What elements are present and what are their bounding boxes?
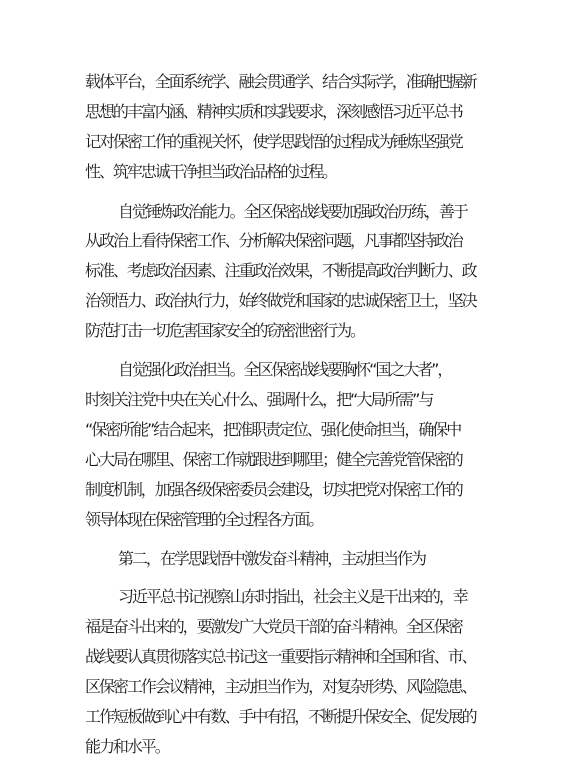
paragraph-first-line: 自觉强化政治担当。全区保密战线要胸怀“国之大者”，	[118, 360, 452, 380]
body-text-line: 防范打击一切危害国家安全的窃密泄密行为。	[85, 321, 365, 341]
body-text-line: 区保密工作会议精神，主动担当作为，对复杂形势、风险隐患、	[85, 677, 476, 697]
body-text-line: 工作短板做到心中有数、手中有招，不断提升保安全、促发展的	[85, 707, 476, 727]
body-text-line: 记对保密工作的重视关怀，使学思践悟的过程成为锤炼坚强党	[85, 131, 462, 151]
body-text-line: 制度机制，加强各级保密委员会建设，切实把党对保密工作的	[85, 479, 462, 499]
body-text-line: 思想的丰富内涵、精神实质和实践要求，深刻感悟习近平总书	[85, 101, 462, 121]
body-text-line: 战线要认真贯彻落实总书记这一重要指示精神和全国和省、市、	[85, 647, 476, 667]
body-text-line: 标准、考虑政治因素、注重政治效果，不断提高政治判断力、政	[85, 261, 476, 281]
body-text-line: “保密所能”结合起来，把准职责定位、强化使命担当，确保中	[85, 419, 461, 439]
body-text-line: 时刻关注党中央在关心什么、强调什么，把“大局所需”与	[85, 390, 433, 409]
paragraph-first-line: 自觉锤炼政治能力。全区保密战线要加强政治历练，善于	[118, 201, 467, 221]
body-text-line: 心大局在哪里、保密工作就跟进到哪里；健全完善党管保密的	[85, 449, 462, 469]
body-text-line: 能力和水平。	[85, 737, 169, 756]
body-text-line: 性、筑牢忠诚干净担当政治品格的过程。	[85, 161, 337, 181]
body-text-line: 载体平台，全面系统学、融会贯通学、结合实际学，准确把握新	[85, 72, 476, 91]
body-text-line: 领导体现在保密管理的全过程各方面。	[85, 509, 323, 529]
section-heading: 第二，在学思践悟中激发奋斗精神，主动担当作为	[118, 548, 425, 568]
body-text-line: 福是奋斗出来的，要激发广大党员干部的奋斗精神。全区保密	[85, 617, 462, 637]
body-text-line: 治领悟力、政治执行力，始终做党和国家的忠诚保密卫士，坚决	[85, 291, 476, 311]
paragraph-first-line: 习近平总书记视察山东时指出，社会主义是干出来的，幸	[118, 587, 467, 607]
body-text-line: 从政治上看待保密工作、分析解决保密问题，凡事都坚持政治	[85, 231, 462, 251]
